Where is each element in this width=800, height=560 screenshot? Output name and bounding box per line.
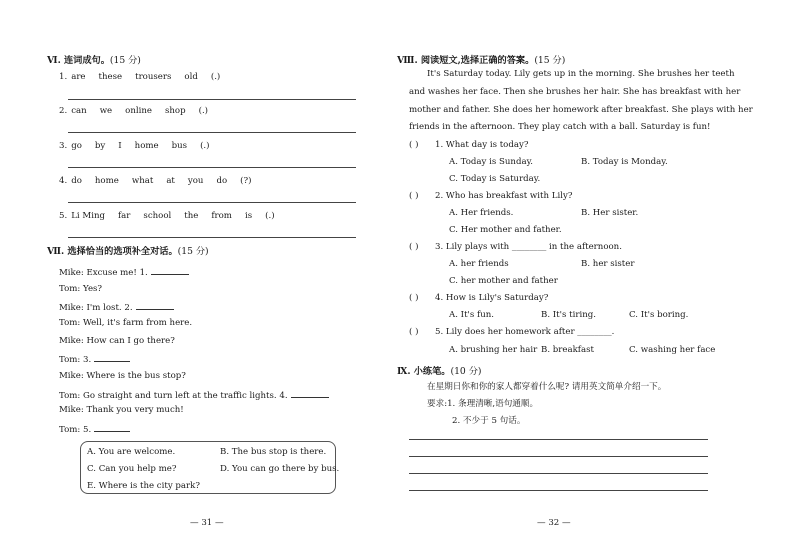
section-8-heading [397, 52, 565, 66]
dialogue-text: Mike: Excuse me! 1. [59, 268, 148, 278]
dialogue-line-1 [59, 266, 189, 278]
answer-bracket-5[interactable]: ( ) [409, 327, 419, 337]
reorder-item-3 [59, 141, 223, 151]
q2-option-b[interactable]: B. Her sister. [581, 208, 639, 218]
answer-bracket-2[interactable]: ( ) [409, 191, 419, 201]
page-number: — 31 — [190, 518, 224, 528]
q2-option-a[interactable]: A. Her friends. [449, 208, 514, 218]
word: do [71, 176, 82, 186]
word: trousers [135, 72, 172, 82]
word: these [98, 72, 123, 82]
q3-option-a[interactable]: A. her friends [449, 259, 509, 269]
dialogue-text: Tom: 3. [59, 355, 92, 365]
blank-5[interactable] [94, 423, 130, 432]
word: you [187, 176, 204, 186]
word: online [125, 106, 152, 116]
section-8-score: (15 分) [534, 55, 566, 66]
section-6-score: (15 分) [109, 55, 141, 66]
blank-3[interactable] [94, 353, 130, 362]
q5-option-a[interactable]: A. brushing her hair [449, 345, 538, 355]
passage-line-3: mother and father. She does her homework after breakfast. She plays with her [409, 105, 753, 115]
question-4: 4. How is Lily's Saturday? [435, 293, 549, 303]
section-9-heading [397, 363, 481, 377]
answer-bracket-4[interactable]: ( ) [409, 293, 419, 303]
dialogue-line-2: Tom: Yes? [59, 284, 103, 294]
dialogue-line-7: Mike: Where is the bus stop? [59, 371, 186, 381]
word: old [184, 72, 198, 82]
word: at [166, 176, 175, 186]
item-number: 3. [59, 141, 68, 151]
question-3: 3. Lily plays with ________ in the afternoon. [435, 242, 622, 252]
word: do [216, 176, 228, 186]
answer-line-2[interactable] [68, 132, 356, 133]
question-2: 2. Who has breakfast with Lily? [435, 191, 573, 201]
word: I [118, 141, 122, 151]
dialogue-line-6 [59, 353, 130, 365]
writing-line-4[interactable] [409, 490, 708, 491]
word: (.) [265, 211, 275, 221]
answer-line-4[interactable] [68, 202, 356, 203]
dialogue-text: Mike: I'm lost. 2. [59, 303, 133, 313]
section-6-title: Ⅵ. 连词成句。 [47, 55, 110, 66]
q3-option-b[interactable]: B. her sister [581, 259, 635, 269]
q1-option-c[interactable]: C. Today is Saturday. [449, 174, 541, 184]
word: shop [164, 106, 186, 116]
q4-option-c[interactable]: C. It's boring. [629, 310, 689, 320]
word: are [71, 72, 86, 82]
q5-option-c[interactable]: C. washing her face [629, 345, 716, 355]
option-e: E. Where is the city park? [87, 481, 200, 491]
word: Li Ming [71, 211, 105, 221]
section-7-score: (15 分) [177, 246, 209, 257]
item-number: 4. [59, 176, 68, 186]
writing-requirement-1: 要求:1. 条理清晰,语句通顺。 [427, 399, 539, 409]
question-5: 5. Lily does her homework after ________. [435, 327, 615, 337]
answer-line-5[interactable] [68, 237, 356, 238]
word: can [71, 106, 87, 116]
word: we [99, 106, 113, 116]
dialogue-line-3 [59, 301, 174, 313]
reorder-item-4 [59, 176, 264, 186]
word: is [244, 211, 253, 221]
passage-line-1: It's Saturday today. Lily gets up in the morning. She brushes her teeth [427, 69, 735, 79]
passage-line-2: and washes her face. Then she brushes her hair. She has breakfast with her [409, 87, 741, 97]
section-7-title: Ⅶ. 选择恰当的选项补全对话。 [47, 246, 178, 257]
section-9-title: Ⅸ. 小练笔。 [397, 366, 451, 377]
word: by [94, 141, 106, 151]
option-c: C. Can you help me? [87, 464, 177, 474]
q3-option-c[interactable]: C. her mother and father [449, 276, 558, 286]
q1-option-b[interactable]: B. Today is Monday. [581, 157, 668, 167]
item-number: 1. [59, 72, 68, 82]
option-d: D. You can go there by bus. [220, 464, 340, 474]
word: bus [171, 141, 188, 151]
q1-option-a[interactable]: A. Today is Sunday. [449, 157, 534, 167]
word: (?) [240, 176, 252, 186]
word: go [71, 141, 82, 151]
word: what [131, 176, 154, 186]
section-9-score: (10 分) [450, 366, 482, 377]
dialogue-line-9: Mike: Thank you very much! [59, 405, 184, 415]
q4-option-b[interactable]: B. It's tiring. [541, 310, 596, 320]
word: (.) [200, 141, 210, 151]
dialogue-text: Tom: Go straight and turn left at the traffic lights. 4. [59, 391, 288, 401]
word: home [94, 176, 119, 186]
dialogue-text: Tom: 5. [59, 425, 92, 435]
answer-bracket-3[interactable]: ( ) [409, 242, 419, 252]
option-b: B. The bus stop is there. [220, 447, 327, 457]
writing-prompt: 在星期日你和你的家人都穿着什么呢? 请用英文简单介绍一下。 [427, 382, 667, 392]
word: far [117, 211, 131, 221]
writing-line-3[interactable] [409, 473, 708, 474]
writing-line-2[interactable] [409, 456, 708, 457]
word: school [143, 211, 172, 221]
section-7-heading [47, 243, 209, 257]
dialogue-line-5: Mike: How can I go there? [59, 336, 175, 346]
reorder-item-1 [59, 72, 233, 82]
answer-line-3[interactable] [68, 167, 356, 168]
section-8-title: Ⅷ. 阅读短文,选择正确的答案。 [397, 55, 535, 66]
dialogue-line-8 [59, 389, 329, 401]
word: from [211, 211, 232, 221]
passage-line-4: friends in the afternoon. They play catch with a ball. Saturday is fun! [409, 122, 711, 132]
answer-bracket-1[interactable]: ( ) [409, 140, 419, 150]
dialogue-line-4: Tom: Well, it's farm from here. [59, 318, 193, 328]
item-number: 2. [59, 106, 68, 116]
question-1: 1. What day is today? [435, 140, 529, 150]
writing-line-1[interactable] [409, 439, 708, 440]
word: (.) [198, 106, 209, 116]
q5-option-b[interactable]: B. breakfast [541, 345, 594, 355]
page-number: — 32 — [537, 518, 571, 528]
q2-option-c[interactable]: C. Her mother and father. [449, 225, 562, 235]
dialogue-line-10 [59, 423, 130, 435]
blank-2[interactable] [136, 301, 174, 310]
word: the [184, 211, 199, 221]
reorder-item-5 [59, 211, 288, 221]
answer-line-1[interactable] [68, 99, 356, 100]
option-a: A. You are welcome. [87, 447, 176, 457]
q4-option-a[interactable]: A. It's fun. [449, 310, 495, 320]
blank-4[interactable] [291, 389, 329, 398]
item-number: 5. [59, 211, 68, 221]
section-6-heading [47, 52, 141, 66]
blank-1[interactable] [151, 266, 189, 275]
writing-requirement-2: 2. 不少于 5 句话。 [452, 416, 526, 426]
reorder-item-2 [59, 106, 221, 116]
word: (.) [210, 72, 221, 82]
word: home [134, 141, 159, 151]
